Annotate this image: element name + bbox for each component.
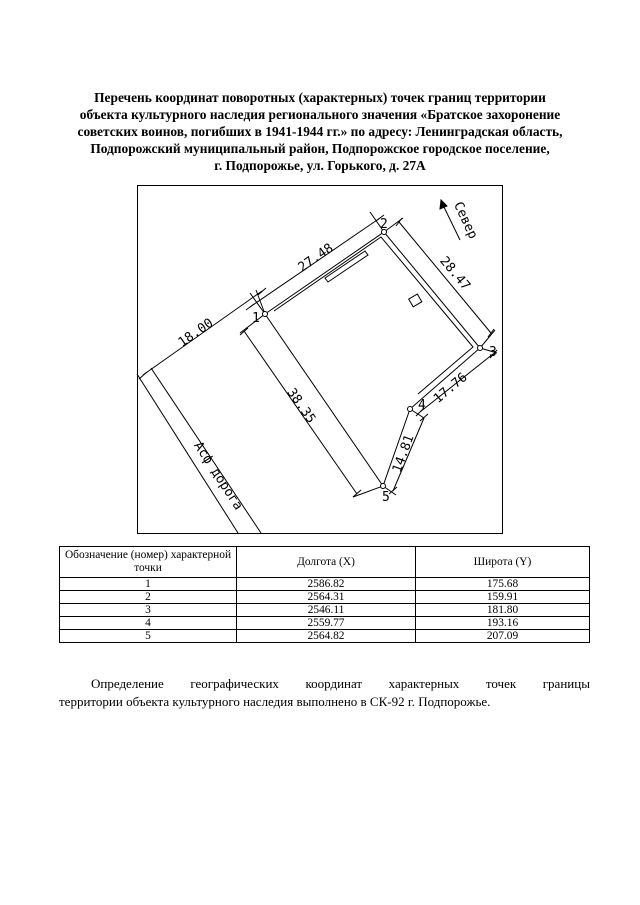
- note-word: географических: [190, 676, 279, 691]
- y-value: 181.80: [416, 604, 590, 617]
- dim-road-label: 18.00: [175, 315, 217, 351]
- point-number: 4: [60, 617, 237, 630]
- plan-frame: [138, 186, 503, 534]
- x-value: 2559.77: [237, 617, 416, 630]
- note-word: точек: [485, 676, 517, 691]
- dim-23-label: 28.47: [436, 253, 474, 294]
- north-label: Север: [450, 199, 481, 242]
- note-word: Определение: [91, 676, 164, 691]
- y-value: 175.68: [416, 578, 590, 591]
- dim-12-label: 27.48: [295, 240, 337, 276]
- point-number: 1: [60, 578, 237, 591]
- title-line: г. Подпорожье, ул. Горького, д. 27А: [214, 158, 426, 173]
- table-header-row: [60, 547, 590, 578]
- note-word: характерных: [388, 676, 460, 691]
- col-y-header: Широта (Y): [416, 547, 590, 578]
- title-line: советских воинов, погибших в 1941-1944 гг.» по адресу: Ленинградская область,: [77, 124, 563, 139]
- dim-34-label: 17.76: [430, 369, 471, 407]
- note-line-1: [59, 675, 590, 693]
- point-number: 5: [60, 630, 237, 643]
- note-word: координат: [305, 676, 363, 691]
- x-value: 2586.82: [237, 578, 416, 591]
- point-4-label: 4: [418, 398, 426, 413]
- table-row: [60, 630, 590, 643]
- table-row: [60, 604, 590, 617]
- col-point-header: Обозначение (номер) характерной точки: [60, 547, 237, 578]
- point-1-label: 1: [252, 311, 260, 326]
- point-5-marker: [381, 484, 386, 489]
- x-value: 2564.31: [237, 591, 416, 604]
- y-value: 207.09: [416, 630, 590, 643]
- x-value: 2546.11: [237, 604, 416, 617]
- point-1-marker: [263, 312, 268, 317]
- coordinates-table: [59, 546, 590, 643]
- title-line: Перечень координат поворотных (характерных) точек границ территории: [94, 90, 546, 105]
- point-3-marker: [478, 346, 483, 351]
- y-value: 193.16: [416, 617, 590, 630]
- point-number: 3: [60, 604, 237, 617]
- point-4-marker: [408, 407, 413, 412]
- table-row: [60, 591, 590, 604]
- coordinate-system-note: [59, 675, 590, 711]
- table-row: [60, 617, 590, 630]
- point-5-label: 5: [382, 490, 390, 505]
- dim-line-51: [240, 314, 383, 497]
- table-row: [60, 578, 590, 591]
- point-2-label: 2: [380, 217, 388, 232]
- y-value: 159.91: [416, 591, 590, 604]
- dim-line-23: [384, 218, 495, 348]
- dim-51-label: 38.35: [283, 385, 319, 427]
- note-word: границы: [542, 676, 590, 691]
- title-line: Подпорожский муниципальный район, Подпорожское городское поселение,: [90, 141, 550, 156]
- x-value: 2564.82: [237, 630, 416, 643]
- note-line-2: территории объекта культурного наследия выполнено в СК-92 г. Подпорожье.: [59, 694, 491, 709]
- col-x-header: Долгота (X): [237, 547, 416, 578]
- title-line: объекта культурного наследия регионального значения «Братское захоронение: [79, 107, 561, 122]
- point-number: 2: [60, 591, 237, 604]
- point-3-label: 3: [489, 345, 497, 360]
- road-label: Асф дорога: [190, 439, 246, 514]
- dim-45-label: 14.81: [389, 432, 418, 475]
